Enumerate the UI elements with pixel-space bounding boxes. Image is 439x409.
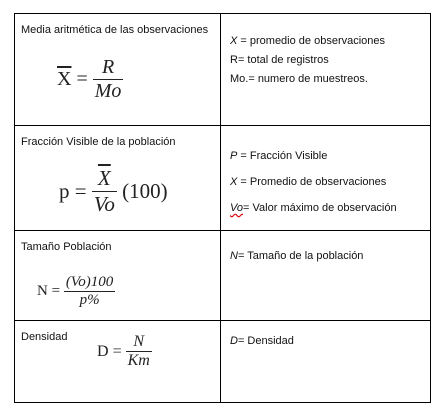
fraction-denominator: Vo <box>93 192 115 216</box>
formula-equals: = <box>51 283 61 299</box>
description-line: X = Promedio de observaciones <box>230 176 387 188</box>
description-line: R= total de registros <box>230 54 329 66</box>
row-label: Fracción Visible de la población <box>21 136 176 148</box>
description-line: D= Densidad <box>230 335 294 347</box>
formula-lhs: p <box>59 179 70 203</box>
description-cell <box>221 321 430 402</box>
formula-cell <box>15 321 221 402</box>
formula-suffix: (100) <box>122 179 168 203</box>
formula-tamano <box>37 274 115 309</box>
fraction-numerator: $\overline{X}$ <box>97 166 111 190</box>
table-row-tamano <box>15 231 430 321</box>
description-line: N= Tamaño de la población <box>230 250 364 262</box>
table-row-densidad <box>15 321 430 402</box>
fraction-denominator: Km <box>127 352 150 369</box>
formula-lhs: $\overline{X}$ <box>57 68 72 90</box>
formula-table <box>14 13 431 403</box>
formula-lhs: D <box>97 342 109 360</box>
fraction-numerator: R <box>101 56 115 78</box>
formula-equals: = <box>112 342 122 360</box>
table-row-fraccion <box>15 126 430 231</box>
formula-cell <box>15 126 221 230</box>
fraction-numerator: N <box>133 333 145 350</box>
description-line: Vo= Valor máximo de observación <box>230 202 397 214</box>
formula-fraction <box>93 56 124 103</box>
description-line: X = promedio de observaciones <box>230 35 386 47</box>
row-label: Tamaño Población <box>21 241 112 253</box>
formula-equals: = <box>76 68 88 90</box>
fraction-denominator: p% <box>64 291 116 309</box>
formula-cell <box>15 14 221 125</box>
formula-fraccion <box>59 166 168 217</box>
table-row-media <box>15 14 430 126</box>
row-label: Densidad <box>21 331 68 343</box>
formula-media <box>57 56 123 103</box>
description-line: P = Fracción Visible <box>230 150 328 162</box>
formula-fraction <box>64 274 116 309</box>
formula-lhs: N <box>37 283 48 299</box>
fraction-denominator: Mo <box>94 80 122 102</box>
row-label: Media aritmética de las observaciones <box>21 24 209 36</box>
description-cell <box>221 14 430 125</box>
description-cell <box>221 231 430 320</box>
formula-densidad <box>97 333 152 370</box>
formula-fraction <box>126 333 152 370</box>
formula-equals: = <box>74 179 87 203</box>
formula-fraction <box>92 166 117 217</box>
description-line: Mo.= numero de muestreos. <box>230 73 368 85</box>
description-cell <box>221 126 430 230</box>
fraction-numerator: (Vo)100 <box>65 274 114 290</box>
formula-cell <box>15 231 221 320</box>
